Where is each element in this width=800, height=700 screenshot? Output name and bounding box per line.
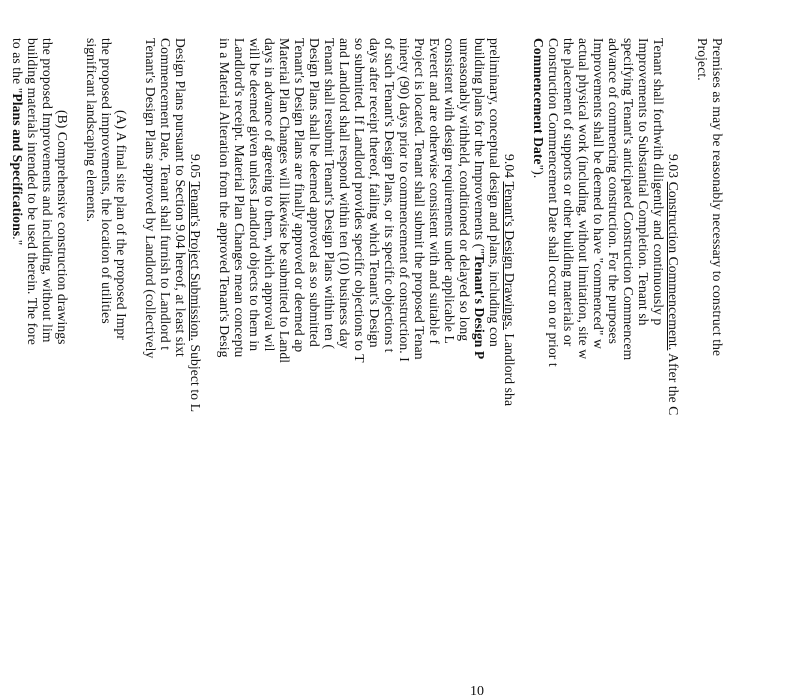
text-line xyxy=(55,110,69,345)
text-line xyxy=(591,38,605,349)
text-run: ." xyxy=(10,236,25,246)
text-line xyxy=(651,38,665,325)
text-line xyxy=(472,38,486,359)
text-run: building materials intended to be used therein. The fore xyxy=(25,38,40,345)
text-line xyxy=(173,38,187,357)
text-run: so submitted. If Landlord provides specific objections to T xyxy=(352,38,367,363)
text-line xyxy=(262,38,276,352)
page-number: 10 xyxy=(470,684,484,699)
text-run: preliminary, conceptual design and plans, including con xyxy=(487,38,502,347)
text-run: Premises as may be reasonably necessary to construct the xyxy=(710,38,725,357)
text-run: Subject to L xyxy=(188,340,203,413)
text-run: 9.03 xyxy=(666,154,681,182)
text-run: actual physical work (including, without limitation, site w xyxy=(576,38,591,360)
text-line xyxy=(114,110,128,340)
text-run: days in advance of agreeing to them, which approval wil xyxy=(262,38,277,352)
text-run: Project. xyxy=(695,38,710,81)
text-run: Design Plans pursuant to Section 9.04 hereof, at least sixt xyxy=(173,38,188,357)
text-run: Material Plan Changes will likewise be submitted to Landl xyxy=(277,38,292,364)
text-run: to as the " xyxy=(10,38,25,94)
text-line xyxy=(561,38,575,346)
text-run: Tenant's Design Plans are finally approved or deemed ap xyxy=(292,38,307,353)
text-run: Tenant's Design Plans approved by Landlord (collectively xyxy=(143,38,158,359)
text-run: of such Tenant's Design Plans, or its specific objections t xyxy=(382,38,397,353)
text-run: Improvements shall be deemed to have "commenced" w xyxy=(591,38,606,349)
defined-term: Tenant's Design P xyxy=(472,253,487,360)
text-line xyxy=(143,38,157,358)
text-line xyxy=(710,38,724,356)
text-line xyxy=(382,38,396,352)
text-line xyxy=(337,38,351,349)
text-line xyxy=(188,154,202,412)
text-line xyxy=(397,38,411,362)
text-run: Construction Commencement Date shall occur on or prior t xyxy=(546,38,561,367)
defined-term: Plans and Specifications xyxy=(10,93,25,237)
text-run: Tenant shall forthwith diligently and continuously p xyxy=(651,38,666,326)
text-line xyxy=(84,38,98,222)
text-line xyxy=(531,38,545,178)
text-line xyxy=(367,38,381,348)
text-line xyxy=(158,38,172,350)
text-run: the placement of supports or other building materials or xyxy=(561,38,576,347)
text-line xyxy=(502,154,516,406)
text-line xyxy=(292,38,306,352)
text-line xyxy=(307,38,321,347)
text-run: unreasonably withheld, conditioned or delayed so long xyxy=(457,38,472,342)
text-line xyxy=(99,38,113,324)
text-run: significant landscaping elements. xyxy=(84,38,99,223)
text-line xyxy=(487,38,501,347)
text-run: Commencement Date, Tenant shall furnish to Landlord t xyxy=(158,38,173,351)
section-heading: Tenant's Design Drawings. xyxy=(502,181,517,331)
text-line xyxy=(277,38,291,363)
text-line xyxy=(217,38,231,358)
text-run: Improvements to Substantial Completion. Tenant sh xyxy=(636,38,651,326)
text-line xyxy=(247,38,261,351)
text-line xyxy=(412,38,426,360)
text-line xyxy=(636,38,650,326)
text-run: and Landlord shall respond within ten (10) business day xyxy=(337,38,352,349)
text-run: Everett and are otherwise consistent with and suitable f xyxy=(427,38,442,345)
text-run: consistent with design requirements under applicable L xyxy=(442,38,457,344)
text-line xyxy=(442,38,456,344)
text-line xyxy=(352,38,366,363)
text-line xyxy=(695,38,709,81)
text-run: 9.05 xyxy=(188,154,203,182)
text-run: advance of commencing construction. For the purposes xyxy=(606,38,621,345)
text-run: specifying Tenant's anticipated Construction Commencem xyxy=(621,38,636,361)
text-line xyxy=(322,38,336,349)
text-run: will be deemed given unless Landlord objects to them in xyxy=(247,38,262,352)
text-line xyxy=(427,38,441,344)
rotated-text-block xyxy=(10,38,725,598)
text-run: the proposed Improvements and including, without lim xyxy=(40,38,55,343)
text-line xyxy=(25,38,39,345)
text-run: days after receipt thereof, failing which Tenant's Design xyxy=(367,38,382,348)
text-line xyxy=(666,154,680,415)
text-run: building plans for the Improvements (" xyxy=(472,38,487,254)
text-line xyxy=(232,38,246,357)
text-run: After the C xyxy=(666,350,681,416)
defined-term: Commencement Date xyxy=(531,38,546,165)
section-heading: Tenant's Project Submission. xyxy=(188,181,203,341)
text-line xyxy=(10,38,24,245)
text-line xyxy=(457,38,471,341)
text-run: (A) A final site plan of the proposed Impr xyxy=(114,110,129,340)
text-run: "). xyxy=(531,164,546,179)
text-run: in a Material Alteration from the approved Tenant's Desig xyxy=(217,38,232,358)
text-line xyxy=(606,38,620,344)
text-run: Landlord's receipt. Material Plan Changes mean conceptu xyxy=(232,38,247,358)
text-line xyxy=(576,38,590,359)
section-heading: Construction Commencement. xyxy=(666,181,681,351)
text-run: Design Plans shall be deemed approved as so submitted xyxy=(307,38,322,347)
text-line xyxy=(546,38,560,367)
text-run: 9.04 xyxy=(502,154,517,182)
text-run: Landlord sha xyxy=(502,330,517,407)
text-run: Tenant shall resubmit Tenant's Design Plans within ten ( xyxy=(322,38,337,349)
text-run: the proposed improvements, the location of utilities xyxy=(99,38,114,324)
text-run: (B) Comprehensive construction drawings xyxy=(55,110,70,345)
text-run: Project is located. Tenant shall submit the proposed Tenan xyxy=(412,38,427,360)
text-run: ninety (90) days prior to commencement of construction. I xyxy=(397,38,412,362)
text-line xyxy=(621,38,635,360)
text-line xyxy=(40,38,54,343)
